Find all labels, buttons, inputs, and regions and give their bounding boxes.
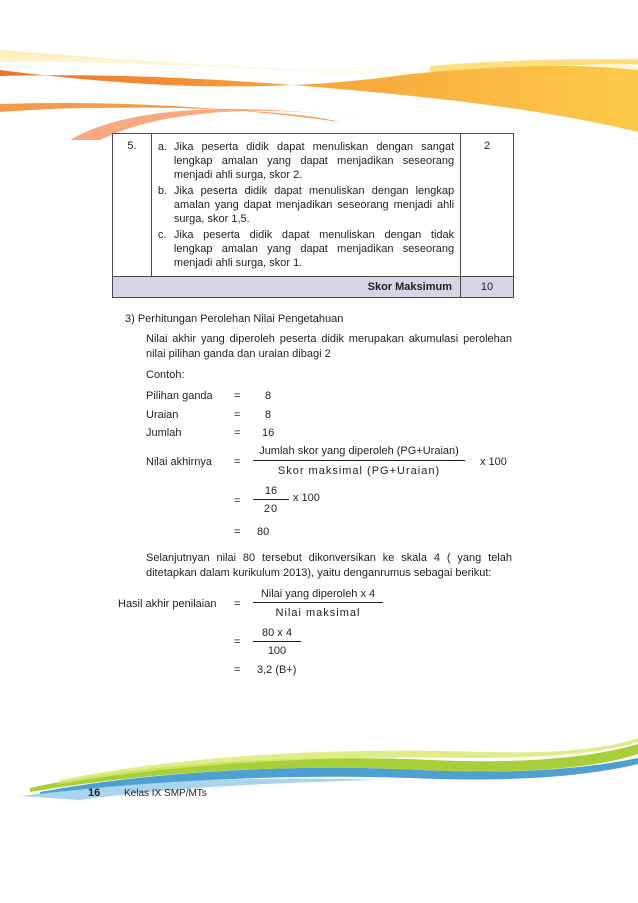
fraction-multiplier: x 100: [293, 492, 320, 504]
row-value: 8: [265, 390, 272, 402]
criteria-item: [158, 184, 454, 226]
table-row: [113, 134, 513, 276]
fraction-numerator: Nilai yang diperoleh x 4: [260, 588, 376, 600]
example-label: Contoh:: [146, 369, 185, 381]
equals-sign: =: [234, 495, 241, 507]
criteria-text: Jika peserta didik dapat menuliskan dengan sangat lengkap amalan yang dapat menjadikan seseorang menjadi ahli surga, skor 2.: [173, 141, 455, 181]
section-paragraph: Nilai akhir yang diperoleh peserta didik merupakan akumulasi perolehan nilai pilihan ganda dan uraian dibagi 2: [146, 333, 512, 360]
criteria-text: Jika peserta didik dapat menuliskan dengan tidak lengkap amalan yang dapat menjadikan seseorang menjadi ahli surga, skor 1.: [173, 229, 455, 269]
final-result-value: 3,2 (B+): [257, 664, 297, 676]
criteria-item: [158, 140, 454, 182]
criteria-item: [158, 228, 454, 270]
conversion-paragraph: Selanjutnyan nilai 80 tersebut dikonversikan ke skala 4 ( yang telah ditetapkan dalam kurikulum 2013), yaitu denganrumus sebagai berikut:: [146, 552, 512, 579]
book-title: Kelas IX SMP/MTs: [124, 788, 207, 799]
fraction-numerator: 80 x 4: [262, 627, 292, 639]
fraction-bar: [253, 641, 301, 642]
row-equals: =: [234, 409, 241, 421]
criteria-letter: a.: [157, 141, 168, 153]
final-result-label: Hasil akhir penilaian: [118, 598, 217, 610]
item-score: 2: [484, 140, 491, 152]
criteria-cell: [152, 134, 461, 276]
fraction-bar: [253, 602, 383, 603]
fraction-denominator: 100: [267, 645, 287, 657]
item-number: 5.: [113, 134, 152, 276]
fraction-bar: [253, 460, 465, 461]
fraction-denominator: 20: [263, 503, 279, 515]
fraction-multiplier: x 100: [480, 456, 507, 468]
equals-sign: =: [234, 636, 241, 648]
row-value: 8: [265, 409, 272, 421]
page-number: 16: [88, 787, 101, 799]
table-footer-row: [113, 276, 513, 297]
fraction-denominator: Nilai maksimal: [275, 607, 361, 619]
fraction-numerator: 16: [264, 485, 278, 497]
criteria-letter: b.: [157, 185, 168, 197]
row-equals: =: [234, 427, 241, 439]
result-value: 80: [257, 526, 270, 538]
row-label: Uraian: [146, 409, 179, 421]
rubric-table: [112, 133, 514, 298]
fraction-numerator: Jumlah skor yang diperoleh (PG+Uraian): [259, 445, 459, 457]
equals-sign: =: [234, 526, 241, 538]
row-label: Pilihan ganda: [146, 390, 213, 402]
criteria-letter: c.: [157, 229, 167, 241]
fraction-denominator: Skor maksimal (PG+Uraian): [277, 465, 441, 477]
equals-sign: =: [234, 664, 241, 676]
fraction-bar: [253, 499, 289, 500]
header-banner: [0, 0, 638, 140]
row-equals: =: [234, 390, 241, 402]
max-score-label: Skor Maksimum: [113, 277, 461, 297]
row-value: 16: [262, 427, 275, 439]
equals-sign: =: [234, 598, 241, 610]
max-score-value: 10: [461, 277, 513, 297]
row-label: Jumlah: [146, 427, 182, 439]
final-score-label: Nilai akhirnya: [146, 456, 213, 468]
section-heading: 3) Perhitungan Perolehan Nilai Pengetahuan: [125, 313, 344, 325]
equals-sign: =: [234, 456, 241, 468]
criteria-text: Jika peserta didik dapat menuliskan dengan lengkap amalan yang dapat menjadikan seseorang menjadi ahli surga, skor 1,5.: [173, 185, 455, 225]
